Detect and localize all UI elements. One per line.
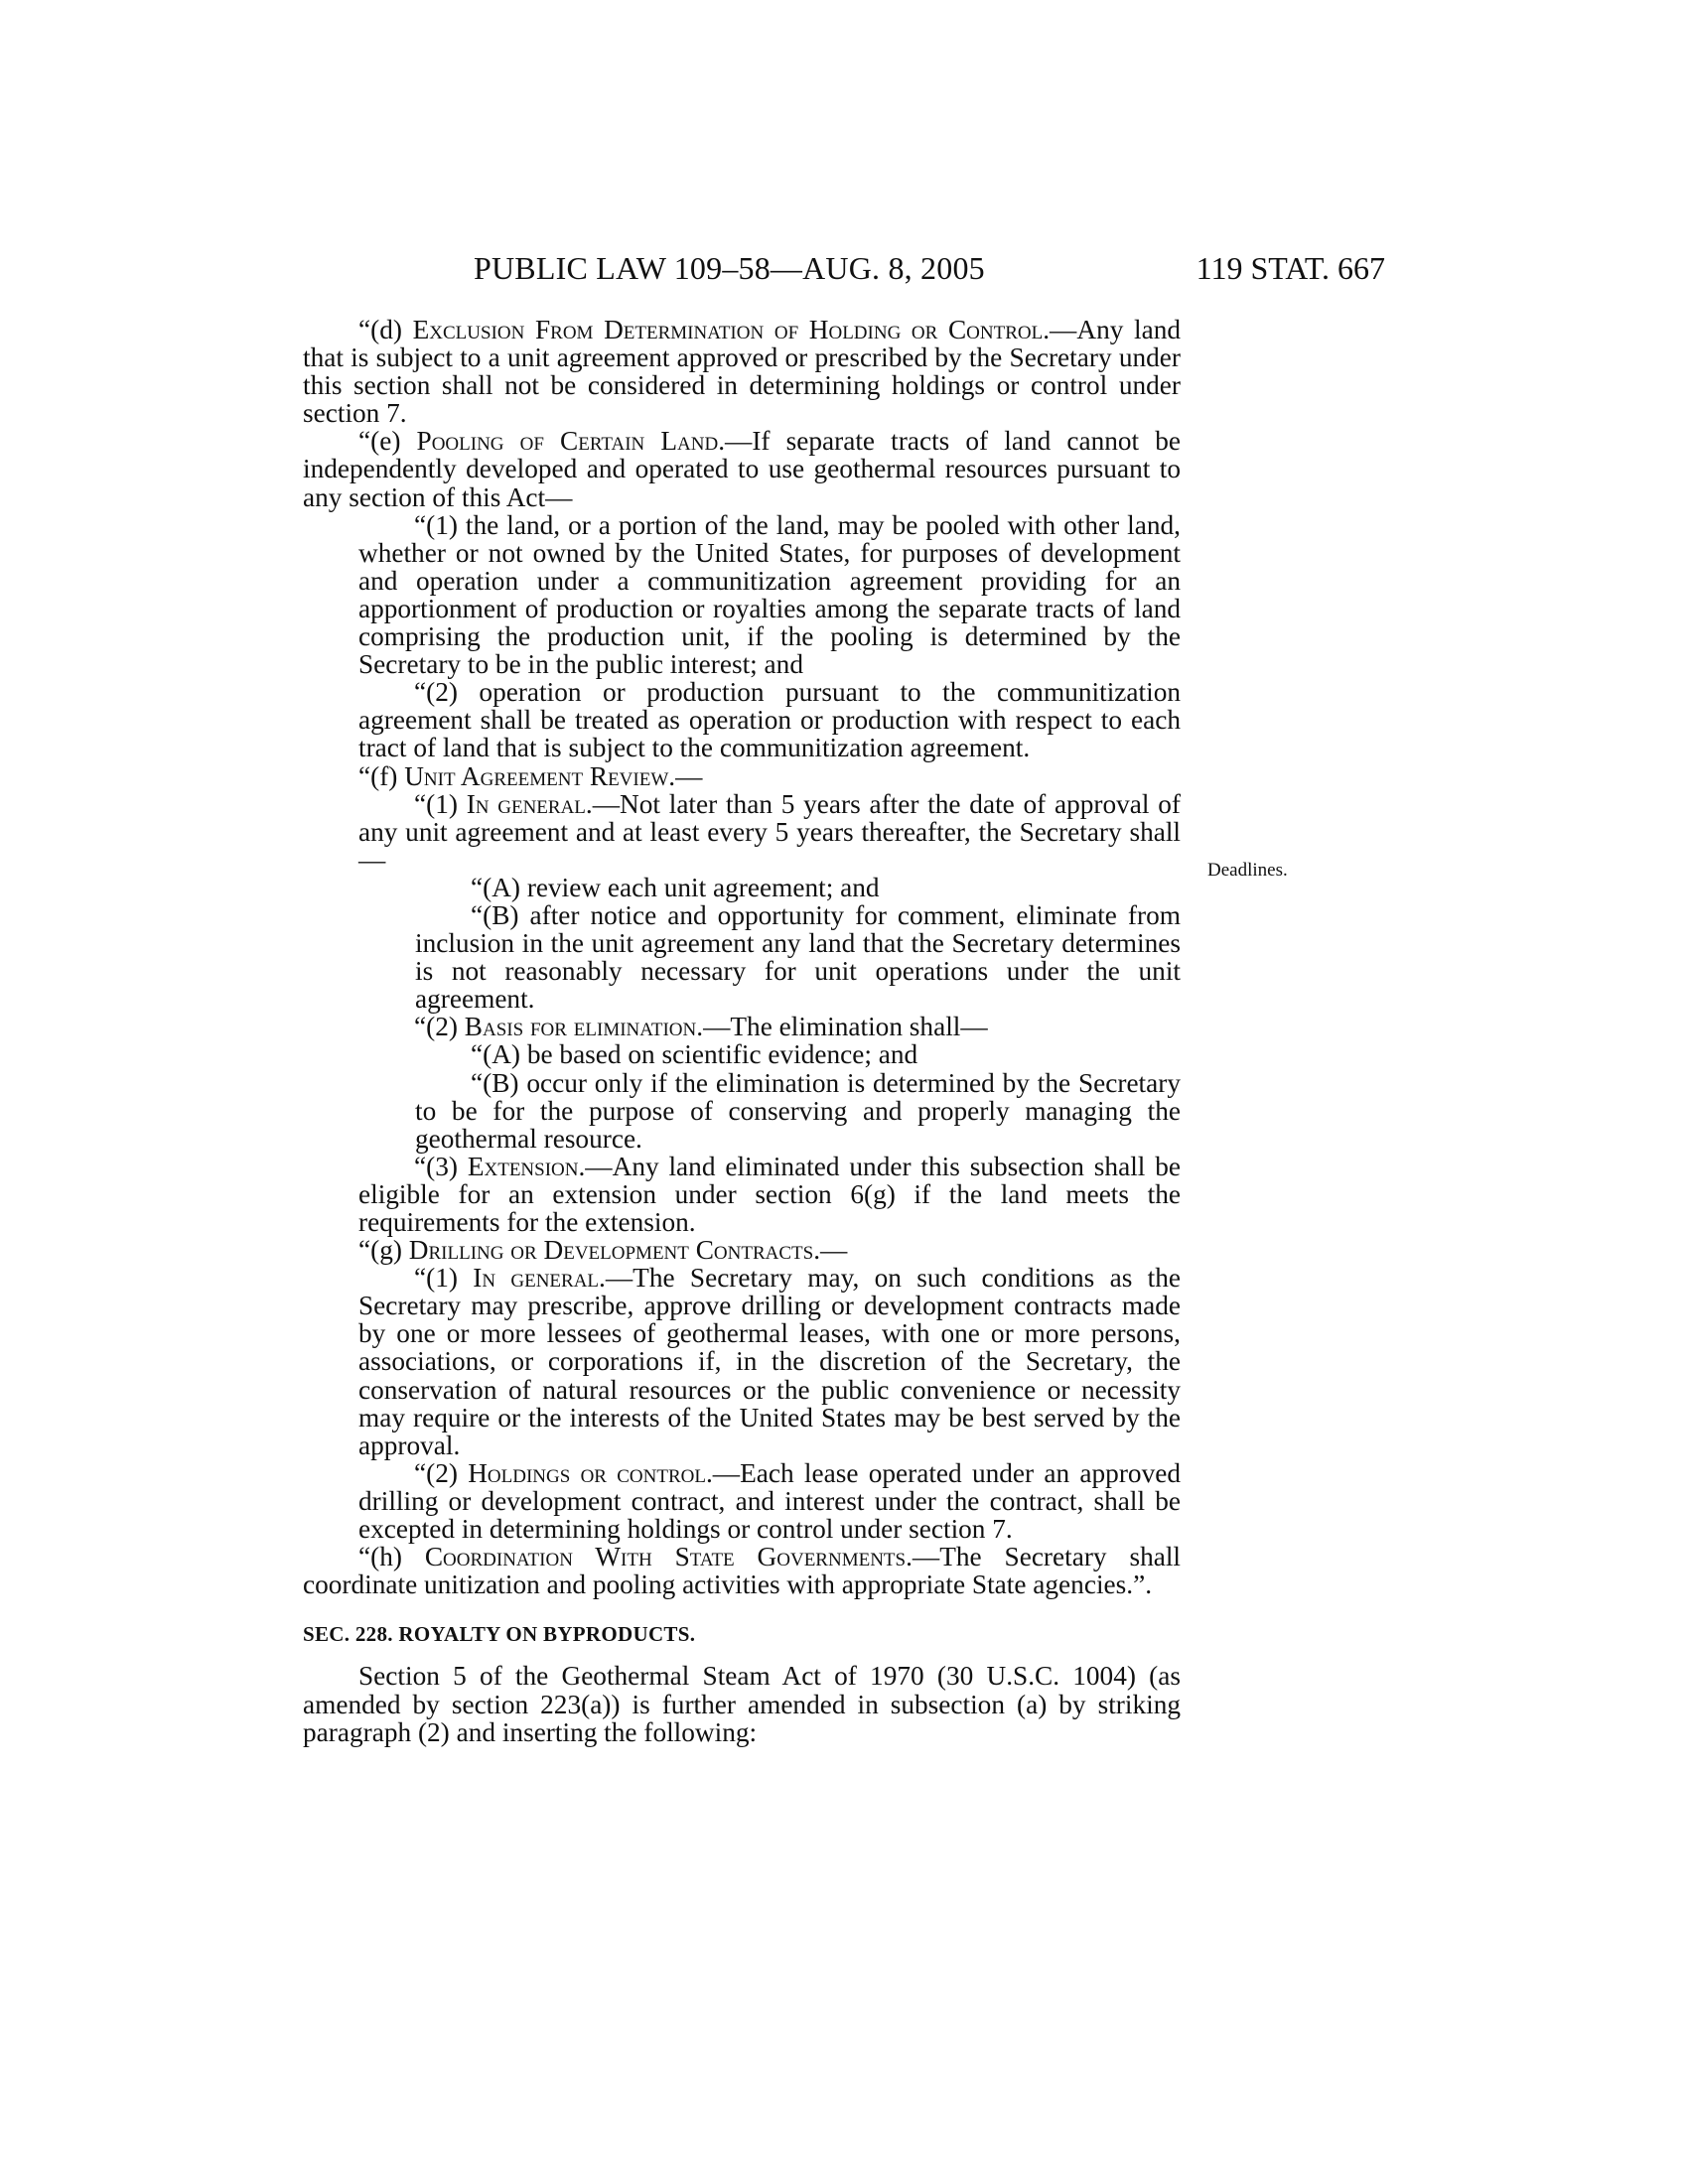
paragraph-f1-lead: “(1) bbox=[414, 788, 467, 819]
subsection-f-heading: Unit Agreement Review bbox=[404, 760, 669, 791]
paragraph-f1 bbox=[303, 790, 1181, 874]
paragraph-g1-text: .—The Secretary may, on such conditions as the Secretary may prescribe, approve drilling or development contracts made by one or more lessees of geothermal leases, with one or more persons, associations, or corporations if, in the discretion of the Secretary, the conservation of natural resources or the public convenience or necessity may require or the interests of the United States may be best served by the approval. bbox=[358, 1263, 1181, 1460]
paragraph-e2: “(2) operation or production pursuant to the communitization agreement shall be treated as operation or production with respect to each tract of land that is subject to the communitization agreement. bbox=[358, 677, 1181, 763]
paragraph-g2-lead: “(2) bbox=[414, 1457, 469, 1488]
subsection-f bbox=[303, 762, 1181, 790]
paragraph-f3-heading: Extension bbox=[467, 1151, 579, 1181]
paragraph-f2 bbox=[303, 1013, 1181, 1040]
subsection-h-text: .—The Secretary shall coordinate unitization and pooling activities with appropriate State agencies.”. bbox=[303, 1542, 1182, 1600]
paragraph-f2-text: .—The elimination shall— bbox=[696, 1012, 988, 1042]
paragraph-f1-text: .—Not later than 5 years after the date of approval of any unit agreement and at least every 5 years thereafter, the Secretary shall— bbox=[358, 788, 1181, 875]
subsection-e-text: .—If separate tracts of land cannot be independently developed and operated to use geothermal resources pursuant to any section of this Act— bbox=[303, 426, 1181, 512]
page-header bbox=[303, 250, 1385, 294]
subsection-g bbox=[303, 1236, 1181, 1264]
paragraph-g2-text: .—Each lease operated under an approved drilling or development contract, and interest under the contract, shall be excepted in determining holdings or control under section 7. bbox=[358, 1457, 1181, 1545]
paragraph-g2 bbox=[303, 1459, 1181, 1543]
document-body bbox=[303, 316, 1181, 1746]
subsection-g-text: .— bbox=[813, 1235, 848, 1266]
subsection-h bbox=[303, 1543, 1181, 1598]
statute-page-number: 119 STAT. 667 bbox=[1196, 250, 1385, 286]
subparagraph-f2A: “(A) be based on scientific evidence; and bbox=[471, 1039, 918, 1070]
running-head-title: PUBLIC LAW 109–58—AUG. 8, 2005 bbox=[474, 250, 985, 286]
subsection-e bbox=[303, 427, 1181, 510]
paragraph-e1: “(1) the land, or a portion of the land, may be pooled with other land, whether or not owned by the United States, for purposes of development and operation under a communitization agreement providing for an apportionment of production or royalties among the separate tracts of land comprising the production unit, if the pooling is determined by the Secretary to be in the public interest; and bbox=[358, 509, 1181, 680]
subsection-h-heading: Coordination With State Governments bbox=[424, 1542, 907, 1572]
subsection-d bbox=[303, 316, 1181, 427]
paragraph-g2-heading: Holdings or control bbox=[468, 1457, 706, 1488]
subsection-h-lead: “(h) bbox=[358, 1542, 425, 1572]
subsection-g-heading: Drilling or Development Contracts bbox=[408, 1235, 814, 1266]
subsection-f-lead: “(f) bbox=[358, 760, 405, 791]
subsection-f-text: .— bbox=[668, 760, 703, 791]
paragraph-g1-heading: In general bbox=[473, 1263, 600, 1294]
section-228-body: Section 5 of the Geothermal Steam Act of 1970 (30 U.S.C. 1004) (as amended by section 223(a)) is further amended in subsection (a) by striking paragraph (2) and inserting the following: bbox=[303, 1661, 1181, 1747]
subsection-d-heading: Exclusion From Determination of Holding or Control bbox=[412, 315, 1044, 344]
subsection-e-lead: “(e) bbox=[358, 426, 417, 457]
margin-note-deadlines: Deadlines. bbox=[1207, 860, 1288, 881]
subparagraph-f1B: “(B) after notice and opportunity for comment, eliminate from inclusion in the unit agreement any land that the Secretary determines is not reasonably necessary for unit operations under the unit agreement. bbox=[415, 899, 1181, 1015]
paragraph-f2-lead: “(2) bbox=[414, 1012, 465, 1042]
subsection-g-lead: “(g) bbox=[358, 1235, 409, 1266]
paragraph-f3 bbox=[303, 1153, 1181, 1236]
paragraph-f3-text: .—Any land eliminated under this subsection shall be eligible for an extension under section 6(g) if the land meets the requirements for the extension. bbox=[358, 1151, 1181, 1237]
paragraph-g1 bbox=[303, 1264, 1181, 1459]
paragraph-g1-lead: “(1) bbox=[414, 1263, 474, 1294]
paragraph-f2-heading: Basis for elimination bbox=[464, 1012, 697, 1042]
section-heading: SEC. 228. ROYALTY ON BYPRODUCTS. bbox=[303, 1622, 696, 1647]
subsection-d-lead: “(d) bbox=[358, 315, 413, 344]
subsection-e-heading: Pooling of Certain Land bbox=[416, 426, 719, 457]
paragraph-f3-lead: “(3) bbox=[414, 1151, 468, 1181]
subparagraph-f1A: “(A) review each unit agreement; and bbox=[471, 872, 880, 902]
subsection-d-text: .—Any land that is subject to a unit agreement approved or prescribed by the Secretary under this section shall not be considered in determining holdings or control under section 7. bbox=[303, 315, 1181, 429]
subparagraph-f2B: “(B) occur only if the elimination is determined by the Secretary to be for the purpose of conserving and properly managing the geothermal resource. bbox=[415, 1067, 1181, 1154]
paragraph-f1-heading: In general bbox=[466, 788, 586, 819]
